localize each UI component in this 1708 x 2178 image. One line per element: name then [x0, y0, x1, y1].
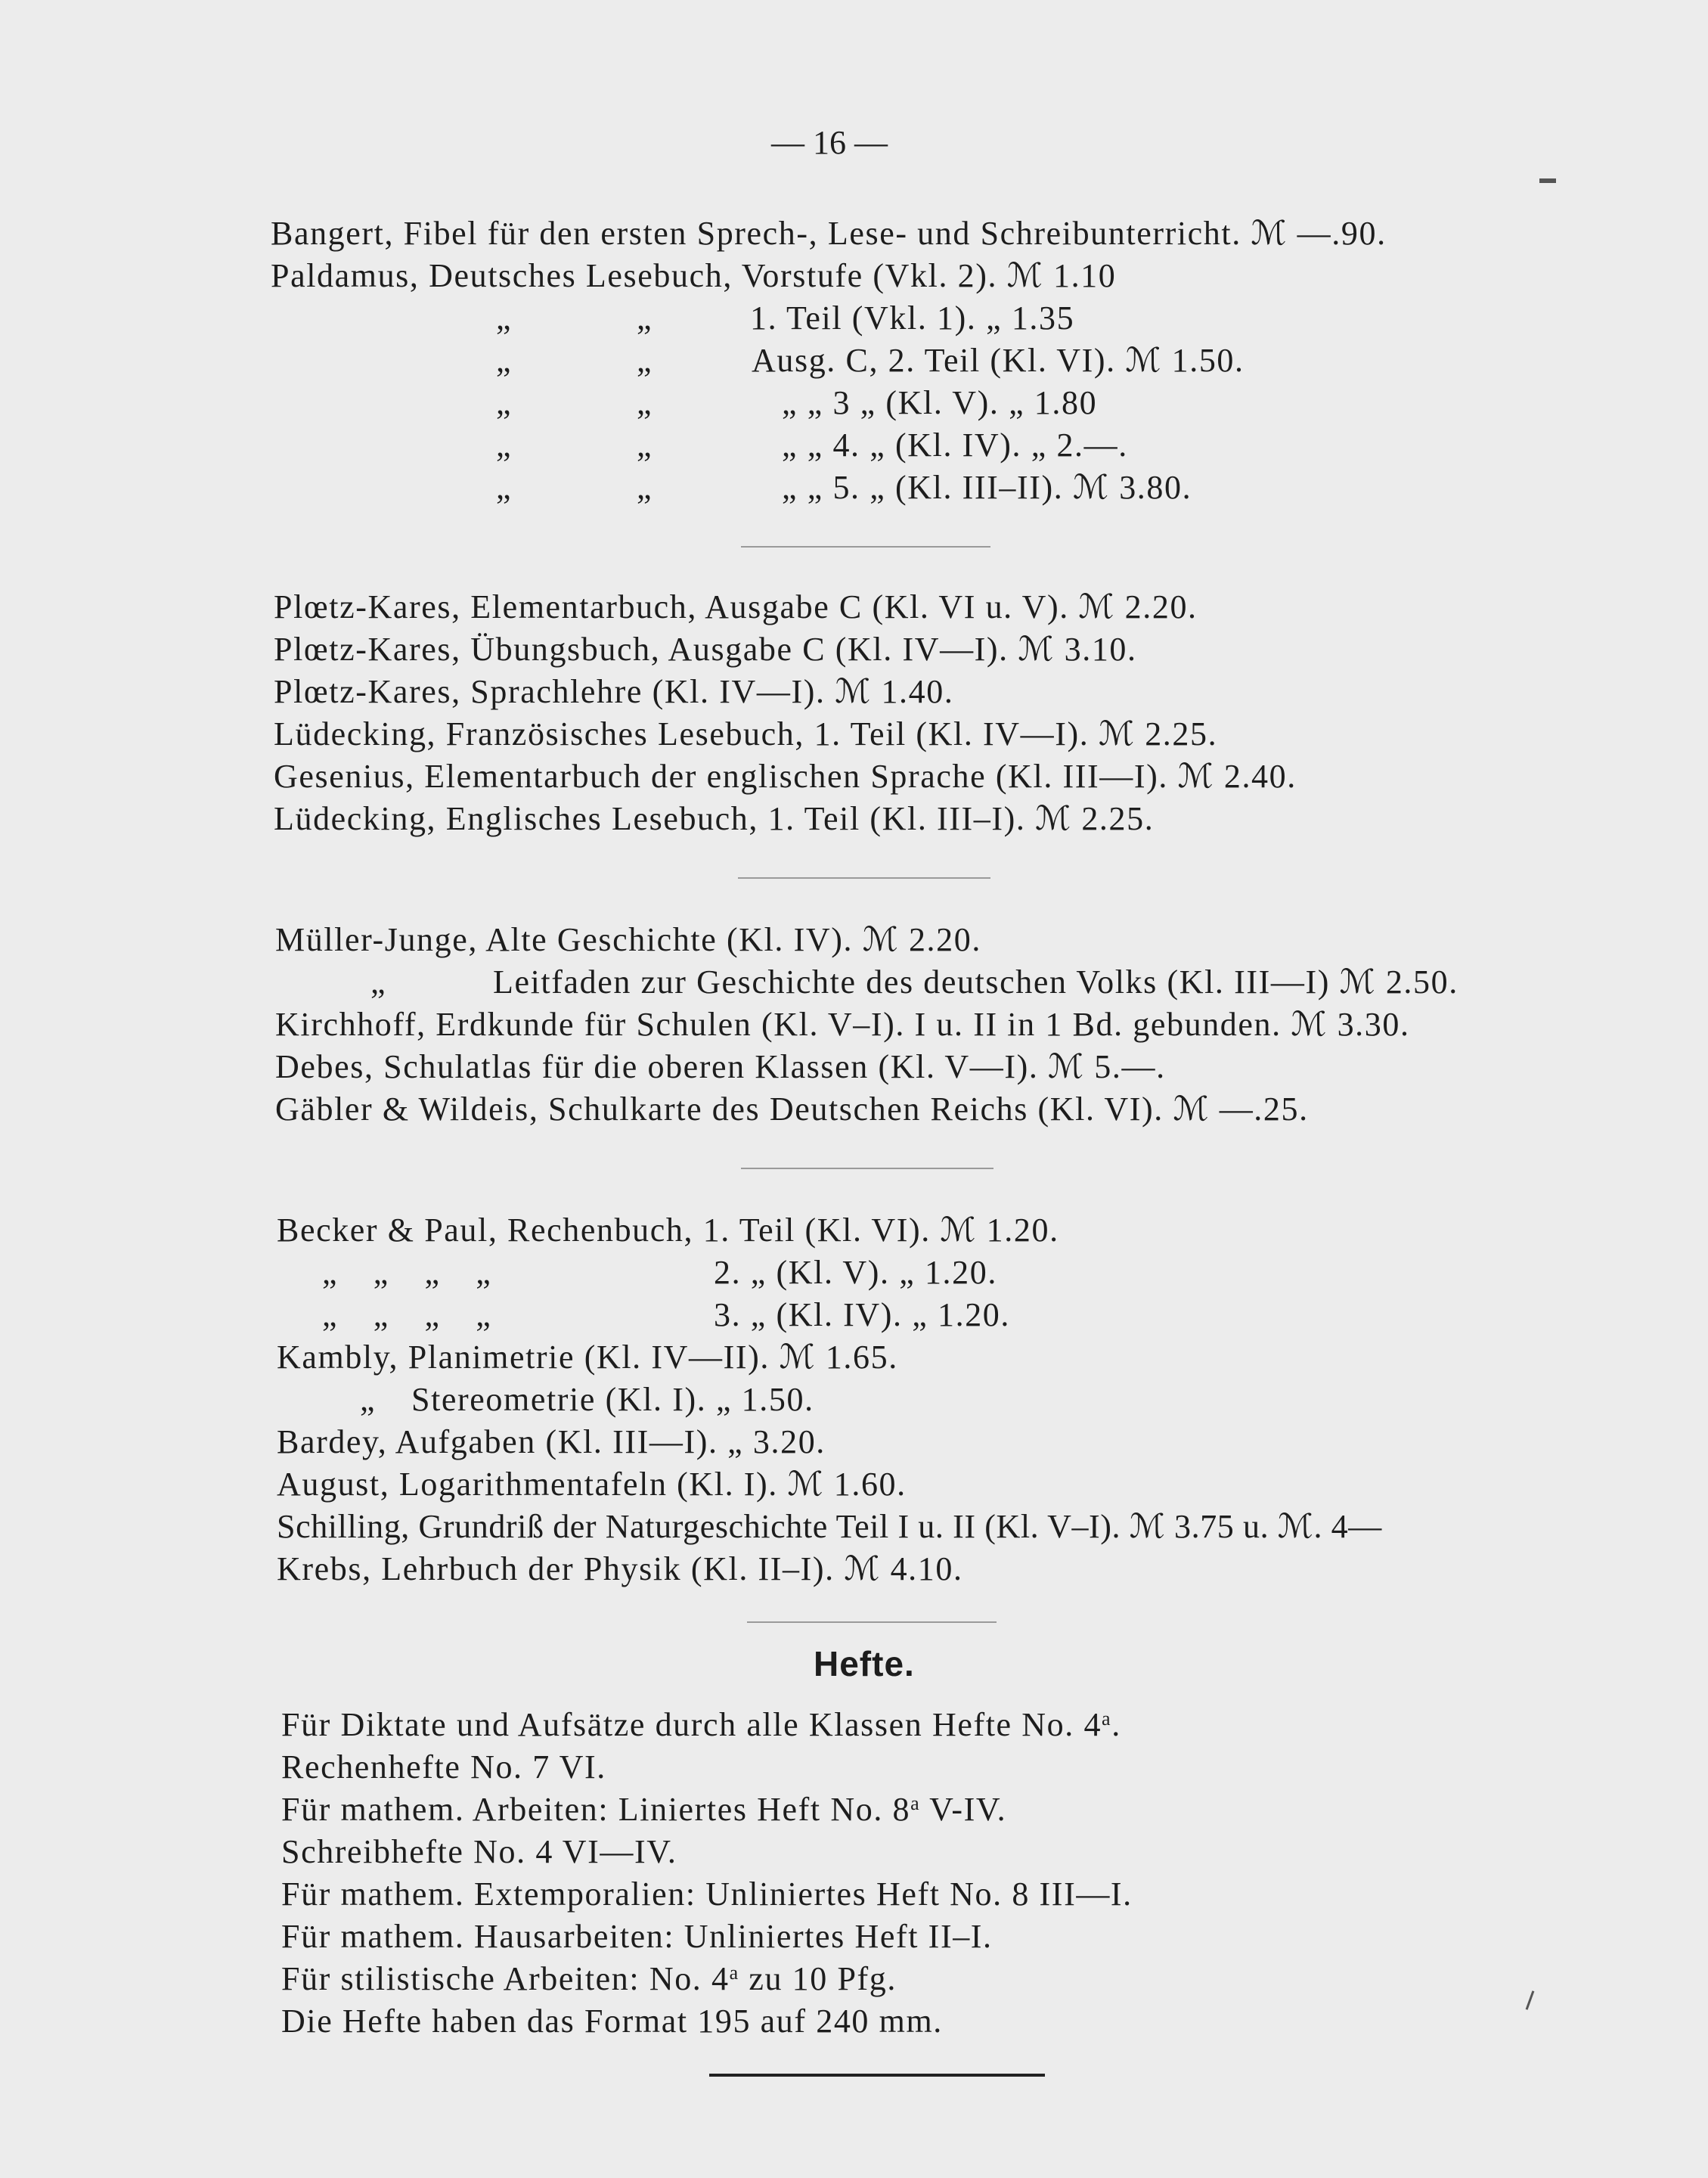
hefte-schreibhefte: Schreibhefte No. 4 VI—IV.	[281, 1833, 677, 1870]
entry-august: August, Logarithmentafeln (Kl. I). ℳ 1.60.	[277, 1466, 907, 1503]
hefte-diktate: Für Diktate und Aufsätze durch alle Klassen Hefte No. 4$^a$.	[281, 1706, 1121, 1743]
hefte-heading: Hefte.	[814, 1644, 915, 1683]
entry-gesenius: Gesenius, Elementarbuch der englischen Sprache (Kl. III—I). ℳ 2.40.	[274, 758, 1297, 795]
entry-kirchhoff: Kirchhoff, Erdkunde für Schulen (Kl. V–I). I u. II in 1 Bd. gebunden. ℳ 3.30.	[275, 1006, 1410, 1043]
ditto-mark: „	[637, 342, 653, 379]
entry-schilling: Schilling, Grundriß der Naturgeschichte Teil I u. II (Kl. V–I). ℳ 3.75 u. ℳ. 4—	[277, 1508, 1382, 1545]
entry-becker-paul-2: 2. „ (Kl. V). „ 1.20.	[714, 1254, 997, 1291]
ditto-mark: „	[496, 384, 513, 421]
section-divider	[738, 877, 990, 879]
scan-speck	[1526, 1990, 1535, 2009]
entry-becker-paul-3: 3. „ (Kl. IV). „ 1.20.	[714, 1296, 1010, 1333]
entry-ploetz-uebungsbuch: Plœtz-Kares, Übungsbuch, Ausgabe C (Kl. IV—I). ℳ 3.10.	[274, 631, 1137, 668]
ditto-mark: „	[360, 1381, 377, 1418]
scan-speck	[1539, 178, 1556, 183]
closing-rule	[709, 2074, 1045, 2077]
entry-debes: Debes, Schulatlas für die oberen Klassen (Kl. V—I). ℳ 5.—.	[275, 1048, 1166, 1085]
entry-luedecking-engl: Lüdecking, Englisches Lesebuch, 1. Teil (Kl. III–I). ℳ 2.25.	[274, 800, 1155, 837]
ditto-mark: „	[496, 299, 513, 337]
ditto-marks: „ „ „ „	[322, 1296, 492, 1333]
section-divider	[741, 1168, 993, 1169]
hefte-rechenhefte: Rechenhefte No. 7 VI.	[281, 1748, 606, 1786]
ditto-mark: „	[637, 469, 653, 506]
entry-kambly-planimetrie: Kambly, Planimetrie (Kl. IV—II). ℳ 1.65.	[277, 1339, 898, 1376]
entry-krebs: Krebs, Lehrbuch der Physik (Kl. II–I). ℳ 4.10.	[277, 1550, 963, 1587]
hefte-format: Die Hefte haben das Format 195 auf 240 mm.	[281, 2003, 943, 2040]
entry-luedecking-franz: Lüdecking, Französisches Lesebuch, 1. Teil (Kl. IV—I). ℳ 2.25.	[274, 715, 1218, 752]
ditto-mark: „	[496, 427, 513, 464]
entry-paldamus: Paldamus, Deutsches Lesebuch, Vorstufe (Vkl. 2). ℳ 1.10	[271, 257, 1117, 294]
hefte-extemporalien: Für mathem. Extemporalien: Unliniertes Heft No. 8 III—I.	[281, 1876, 1133, 1913]
entry-paldamus-ausg-c-5: „ „ 5. „ (Kl. III–II). ℳ 3.80.	[782, 469, 1192, 506]
entry-ploetz-sprachlehre: Plœtz-Kares, Sprachlehre (Kl. IV—I). ℳ 1.40.	[274, 673, 954, 710]
entry-paldamus-ausg-c-2: Ausg. C, 2. Teil (Kl. VI). ℳ 1.50.	[752, 342, 1245, 379]
ditto-mark: „	[496, 469, 513, 506]
hefte-mathem-arbeiten: Für mathem. Arbeiten: Liniertes Heft No. 8$^a$ V-IV.	[281, 1791, 1007, 1828]
entry-leitfaden: Leitfaden zur Geschichte des deutschen Volks (Kl. III—I) ℳ 2.50.	[493, 963, 1458, 1001]
entry-gaebler-wildeis: Gäbler & Wildeis, Schulkarte des Deutschen Reichs (Kl. VI). ℳ —.25.	[275, 1091, 1309, 1128]
entry-paldamus-ausg-c-4: „ „ 4. „ (Kl. IV). „ 2.—.	[782, 427, 1128, 464]
hefte-stilistische: Für stilistische Arbeiten: No. 4$^a$ zu 10 Pfg.	[281, 1960, 897, 1997]
section-divider	[741, 546, 990, 548]
ditto-mark: „	[637, 384, 653, 421]
entry-paldamus-ausg-c-3: „ „ 3 „ (Kl. V). „ 1.80	[782, 384, 1098, 421]
entry-mueller-junge: Müller-Junge, Alte Geschichte (Kl. IV). ℳ 2.20.	[275, 921, 981, 958]
hefte-hausarbeiten: Für mathem. Hausarbeiten: Unliniertes Heft II–I.	[281, 1918, 993, 1955]
section-divider	[747, 1621, 997, 1623]
ditto-mark: „	[637, 299, 653, 337]
ditto-mark: „	[370, 963, 387, 1001]
entry-ploetz-elementarbuch: Plœtz-Kares, Elementarbuch, Ausgabe C (Kl. VI u. V). ℳ 2.20.	[274, 588, 1198, 625]
entry-bangert: Bangert, Fibel für den ersten Sprech-, Lese- und Schreibunterricht. ℳ —.90.	[271, 215, 1387, 252]
entry-paldamus-teil1: 1. Teil (Vkl. 1). „ 1.35	[750, 299, 1075, 337]
page-number: — 16 —	[771, 124, 888, 161]
entry-becker-paul-1: Becker & Paul, Rechenbuch, 1. Teil (Kl. VI). ℳ 1.20.	[277, 1212, 1059, 1249]
ditto-mark: „	[496, 342, 513, 379]
ditto-mark: „	[637, 427, 653, 464]
entry-kambly-stereometrie: Stereometrie (Kl. I). „ 1.50.	[411, 1381, 814, 1418]
ditto-marks: „ „ „ „	[322, 1254, 492, 1291]
entry-bardey: Bardey, Aufgaben (Kl. III—I). „ 3.20.	[277, 1423, 826, 1460]
